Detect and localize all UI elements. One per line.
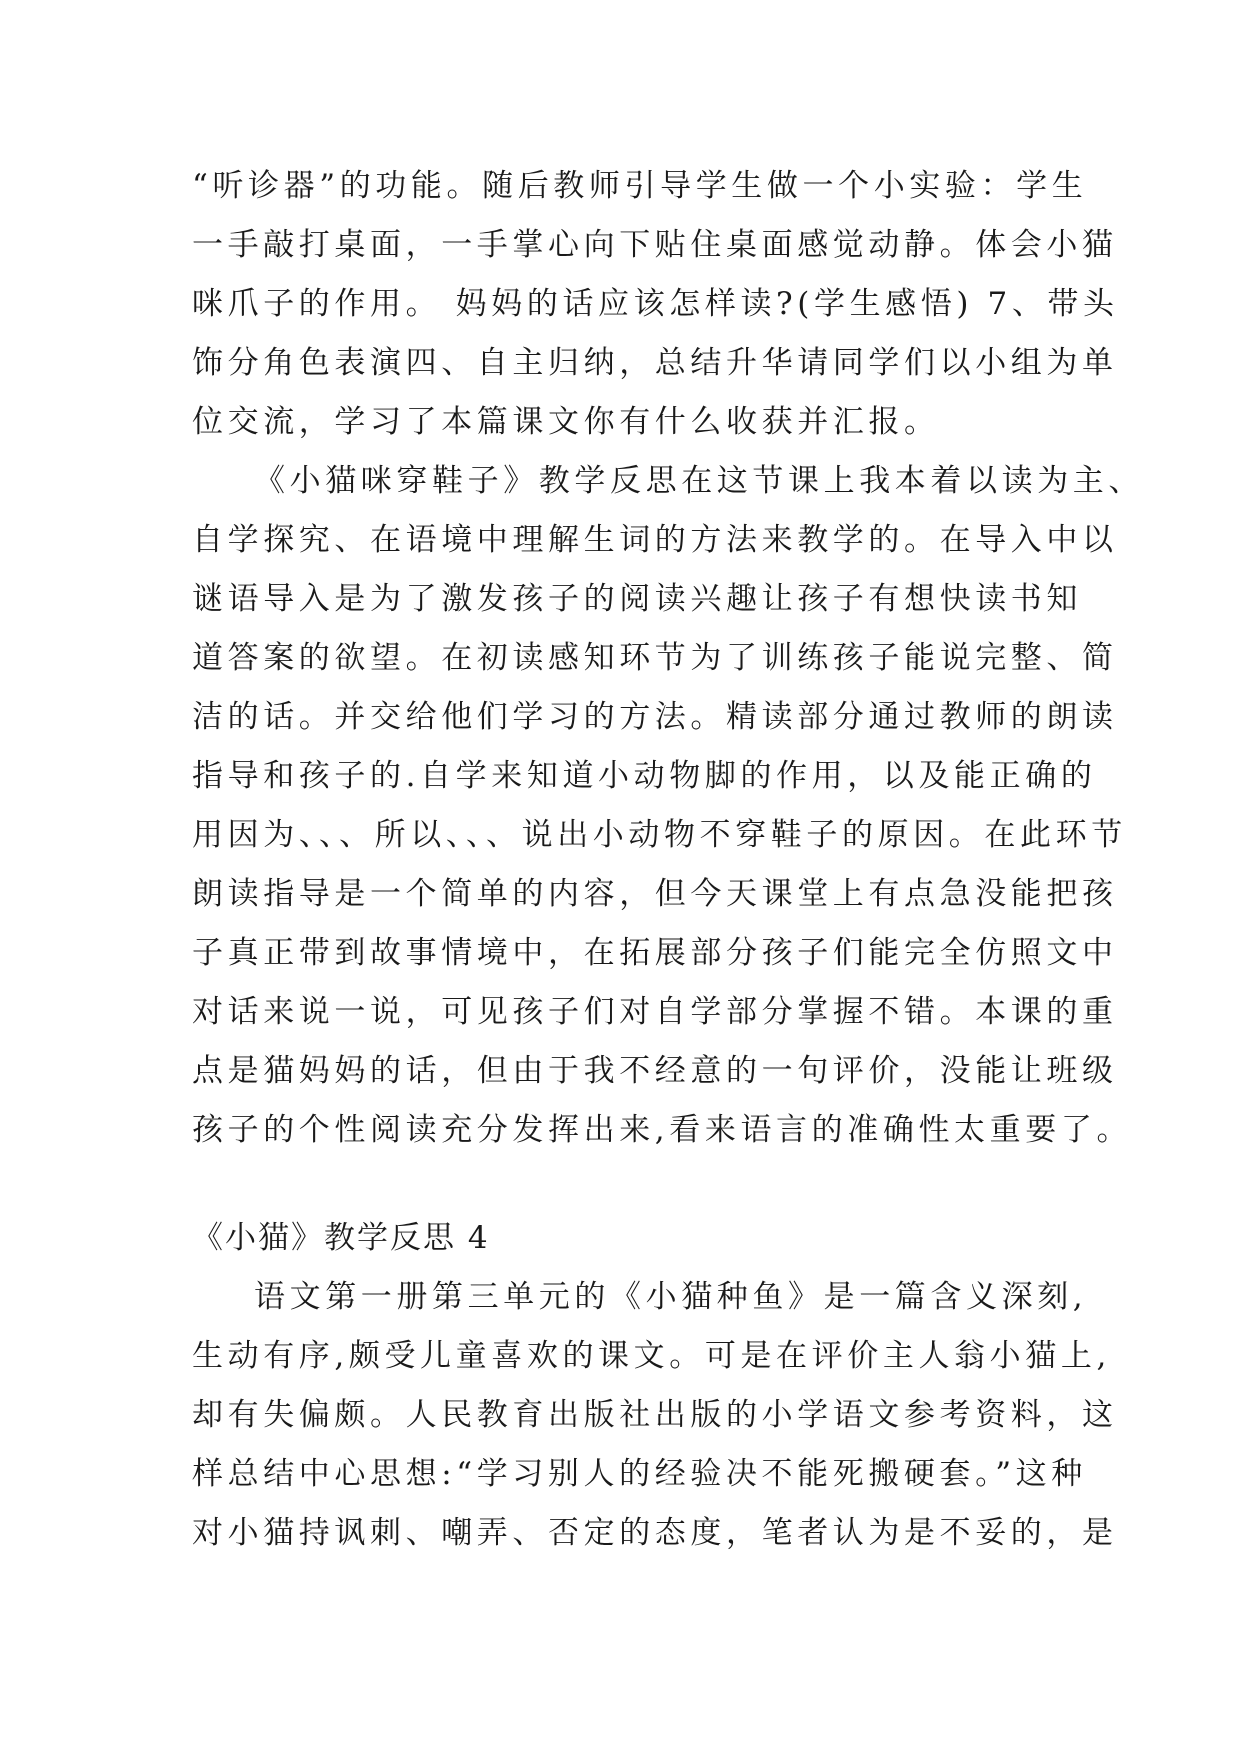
text-line: 朗读指导是一个简单的内容，但今天课堂上有点急没能把孩 — [192, 876, 1118, 912]
text-line: 饰分角色表演四、自主归纳，总结升华请同学们以小组为单 — [192, 345, 1118, 381]
paragraph-section-4 — [192, 1268, 1118, 1563]
section-heading: 《小猫》教学反思 4 — [192, 1220, 490, 1256]
text-line: 咪爪子的作用。 妈妈的话应该怎样读?(学生感悟) 7、带头 — [192, 286, 1119, 322]
text-line: 《小猫咪穿鞋子》教学反思在这节课上我本着以读为主、 — [254, 463, 1144, 499]
text-line: 指导和孩子的.自学来知道小动物脚的作用，以及能正确的 — [192, 758, 1097, 794]
text-line: 点是猫妈妈的话，但由于我不经意的一句评价，没能让班级 — [192, 1053, 1118, 1089]
text-line: 一手敲打桌面，一手掌心向下贴住桌面感觉动静。体会小猫 — [192, 227, 1118, 263]
text-line: 谜语导入是为了激发孩子的阅读兴趣让孩子有想快读书知 — [192, 581, 1082, 617]
text-line: 道答案的欲望。在初读感知环节为了训练孩子能说完整、简 — [192, 640, 1118, 676]
text-line: 位交流，学习了本篇课文你有什么收获并汇报。 — [192, 404, 940, 440]
text-line: “听诊器”的功能。随后教师引导学生做一个小实验：学生 — [192, 168, 1088, 204]
text-line: 用因为、、、所以、、、说出小动物不穿鞋子的原因。在此环节 — [192, 817, 1127, 853]
text-line: 自学探究、在语境中理解生词的方法来教学的。在导入中以 — [192, 522, 1118, 558]
text-line: 洁的话。并交给他们学习的方法。精读部分通过教师的朗读 — [192, 699, 1118, 735]
text-line: 对话来说一说，可见孩子们对自学部分掌握不错。本课的重 — [192, 994, 1118, 1030]
text-line: 语文第一册第三单元的《小猫种鱼》是一篇含义深刻, — [254, 1279, 1088, 1315]
paragraph-continued — [192, 157, 1119, 452]
text-line: 生动有序,颇受儿童喜欢的课文。可是在评价主人翁小猫上, — [192, 1338, 1111, 1374]
text-line: 样总结中心思想:“学习别人的经验决不能死搬硬套。”这种 — [192, 1456, 1087, 1492]
text-line: 孩子的个性阅读充分发挥出来,看来语言的准确性太重要了。 — [192, 1112, 1133, 1148]
text-line: 子真正带到故事情境中，在拓展部分孩子们能完全仿照文中 — [192, 935, 1118, 971]
text-line: 对小猫持讽刺、嘲弄、否定的态度，笔者认为是不妥的，是 — [192, 1515, 1118, 1551]
paragraph-reflection — [192, 452, 1144, 1160]
text-line: 却有失偏颇。人民教育出版社出版的小学语文参考资料，这 — [192, 1397, 1118, 1433]
